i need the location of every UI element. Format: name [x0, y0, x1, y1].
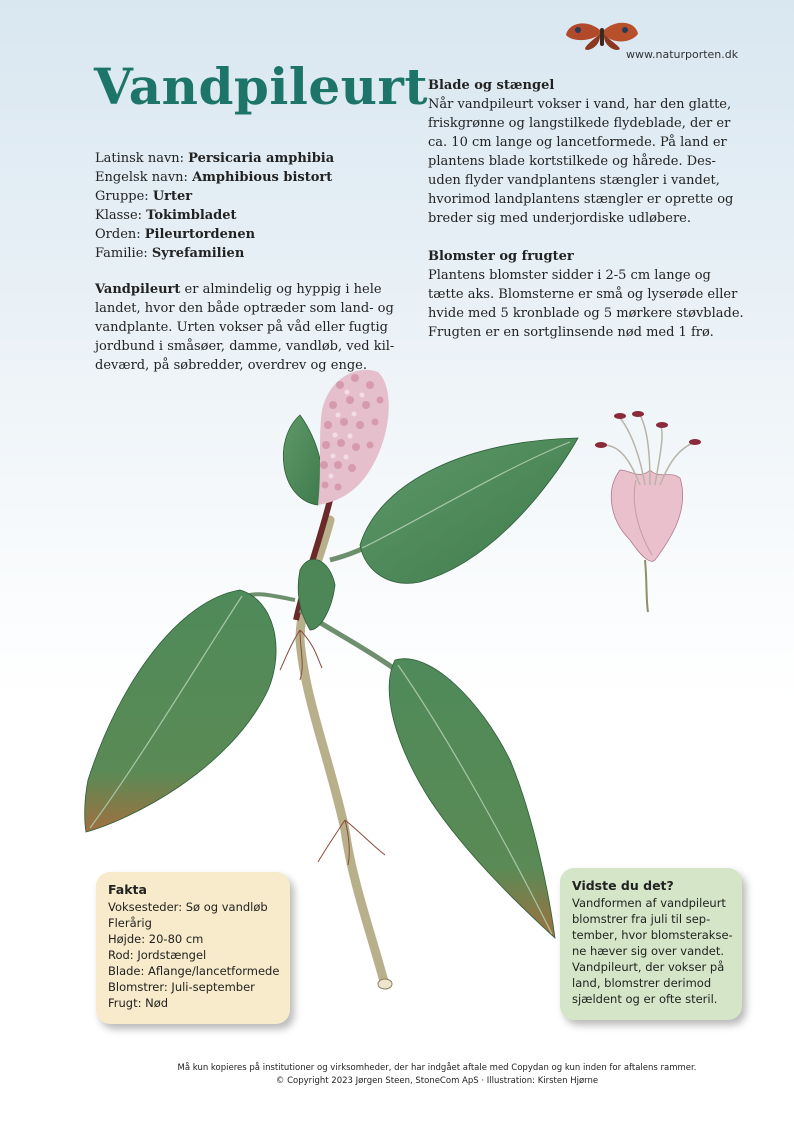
intro-paragraph — [95, 280, 407, 375]
fakta-line: Flerårig — [108, 916, 152, 930]
butterfly-icon — [566, 23, 638, 50]
fakta-line: Frugt: Nød — [108, 996, 169, 1010]
did-you-know-line: Vandformen af vandpileurt — [572, 896, 726, 910]
did-you-know-line: ne hæver sig over vandet. — [572, 944, 724, 958]
fakta-heading: Fakta — [108, 882, 147, 897]
fakta-line: Blomstrer: Juli-september — [108, 980, 255, 994]
fakta-line: Højde: 20-80 cm — [108, 932, 204, 946]
did-you-know-line: blomstrer fra juli til sep- — [572, 912, 711, 926]
taxonomy-list — [95, 149, 334, 263]
section-heading: Blomster og frugter — [428, 249, 574, 264]
taxonomy-class: Klasse: Tokimbladet — [95, 208, 237, 223]
footer-copyright: © Copyright 2023 Jørgen Steen, StoneCom ApS · Illustration: Kirsten Hjørne — [275, 1076, 599, 1086]
website-url[interactable]: www.naturporten.dk — [626, 48, 739, 61]
fakta-line: Rod: Jordstængel — [108, 948, 207, 962]
taxonomy-family: Familie: Syrefamilien — [95, 246, 245, 261]
fakta-line: Blade: Aflange/lancetformede — [108, 964, 280, 978]
did-you-know-line: land, blomstrer derimod — [572, 976, 712, 990]
taxonomy-latin: Latinsk navn: Persicaria amphibia — [95, 151, 335, 166]
flower-detail-illustration — [595, 411, 701, 612]
taxonomy-group: Gruppe: Urter — [95, 189, 193, 204]
section-text: Plantens blomster sidder i 2-5 cm lange og tætte aks. Blomsterne er små og lyserøde eller hvide med 5 kronblade og 5 mørkere støvblade. Frugten er en sortglinsende nød med 1 frø. — [428, 268, 744, 340]
did-you-know-line: sjældent og er ofte steril. — [572, 992, 718, 1006]
intro-text: er almindelig og hyppig i hele landet, hvor den både optræder som land- og vandplante. Urten vokser på våd eller fugtig jordbund i småsøer, damme, vandløb, ved kil-deværd, på søbredder, overdrev og enge. — [95, 282, 395, 373]
section-heading: Blade og stængel — [428, 78, 555, 93]
fakta-line: Voksesteder: Sø og vandløb — [108, 900, 268, 914]
did-you-know-box — [560, 868, 742, 1020]
taxonomy-order: Orden: Pileurtordenen — [95, 227, 256, 242]
intro-bold: Vandpileurt — [95, 282, 181, 297]
did-you-know-line: tember, hvor blomsterakse- — [572, 928, 733, 942]
right-column — [428, 76, 748, 361]
did-you-know-line: Vandpileurt, der vokser på — [572, 960, 725, 974]
fakta-box — [96, 872, 290, 1024]
footer-license: Må kun kopieres på institutioner og virksomheder, der har indgået aftale med Copydan og kun inden for aftalens rammer. — [177, 1063, 697, 1073]
did-you-know-heading: Vidste du det? — [572, 878, 674, 893]
section-text: Når vandpileurt vokser i vand, har den glatte, friskgrønne og langstilkede flydeblade, der er ca. 10 cm lange og lancetformede. På land er plantens blade kortstilkede og hårede. Des-uden flyder vandplantens stængler i vandet, hvorimod landplantens stængler er oprette og breder sig med underjordiske udløbere. — [428, 97, 734, 226]
taxonomy-english: Engelsk navn: Amphibious bistort — [95, 170, 333, 185]
page-title: Vandpileurt — [94, 57, 428, 116]
